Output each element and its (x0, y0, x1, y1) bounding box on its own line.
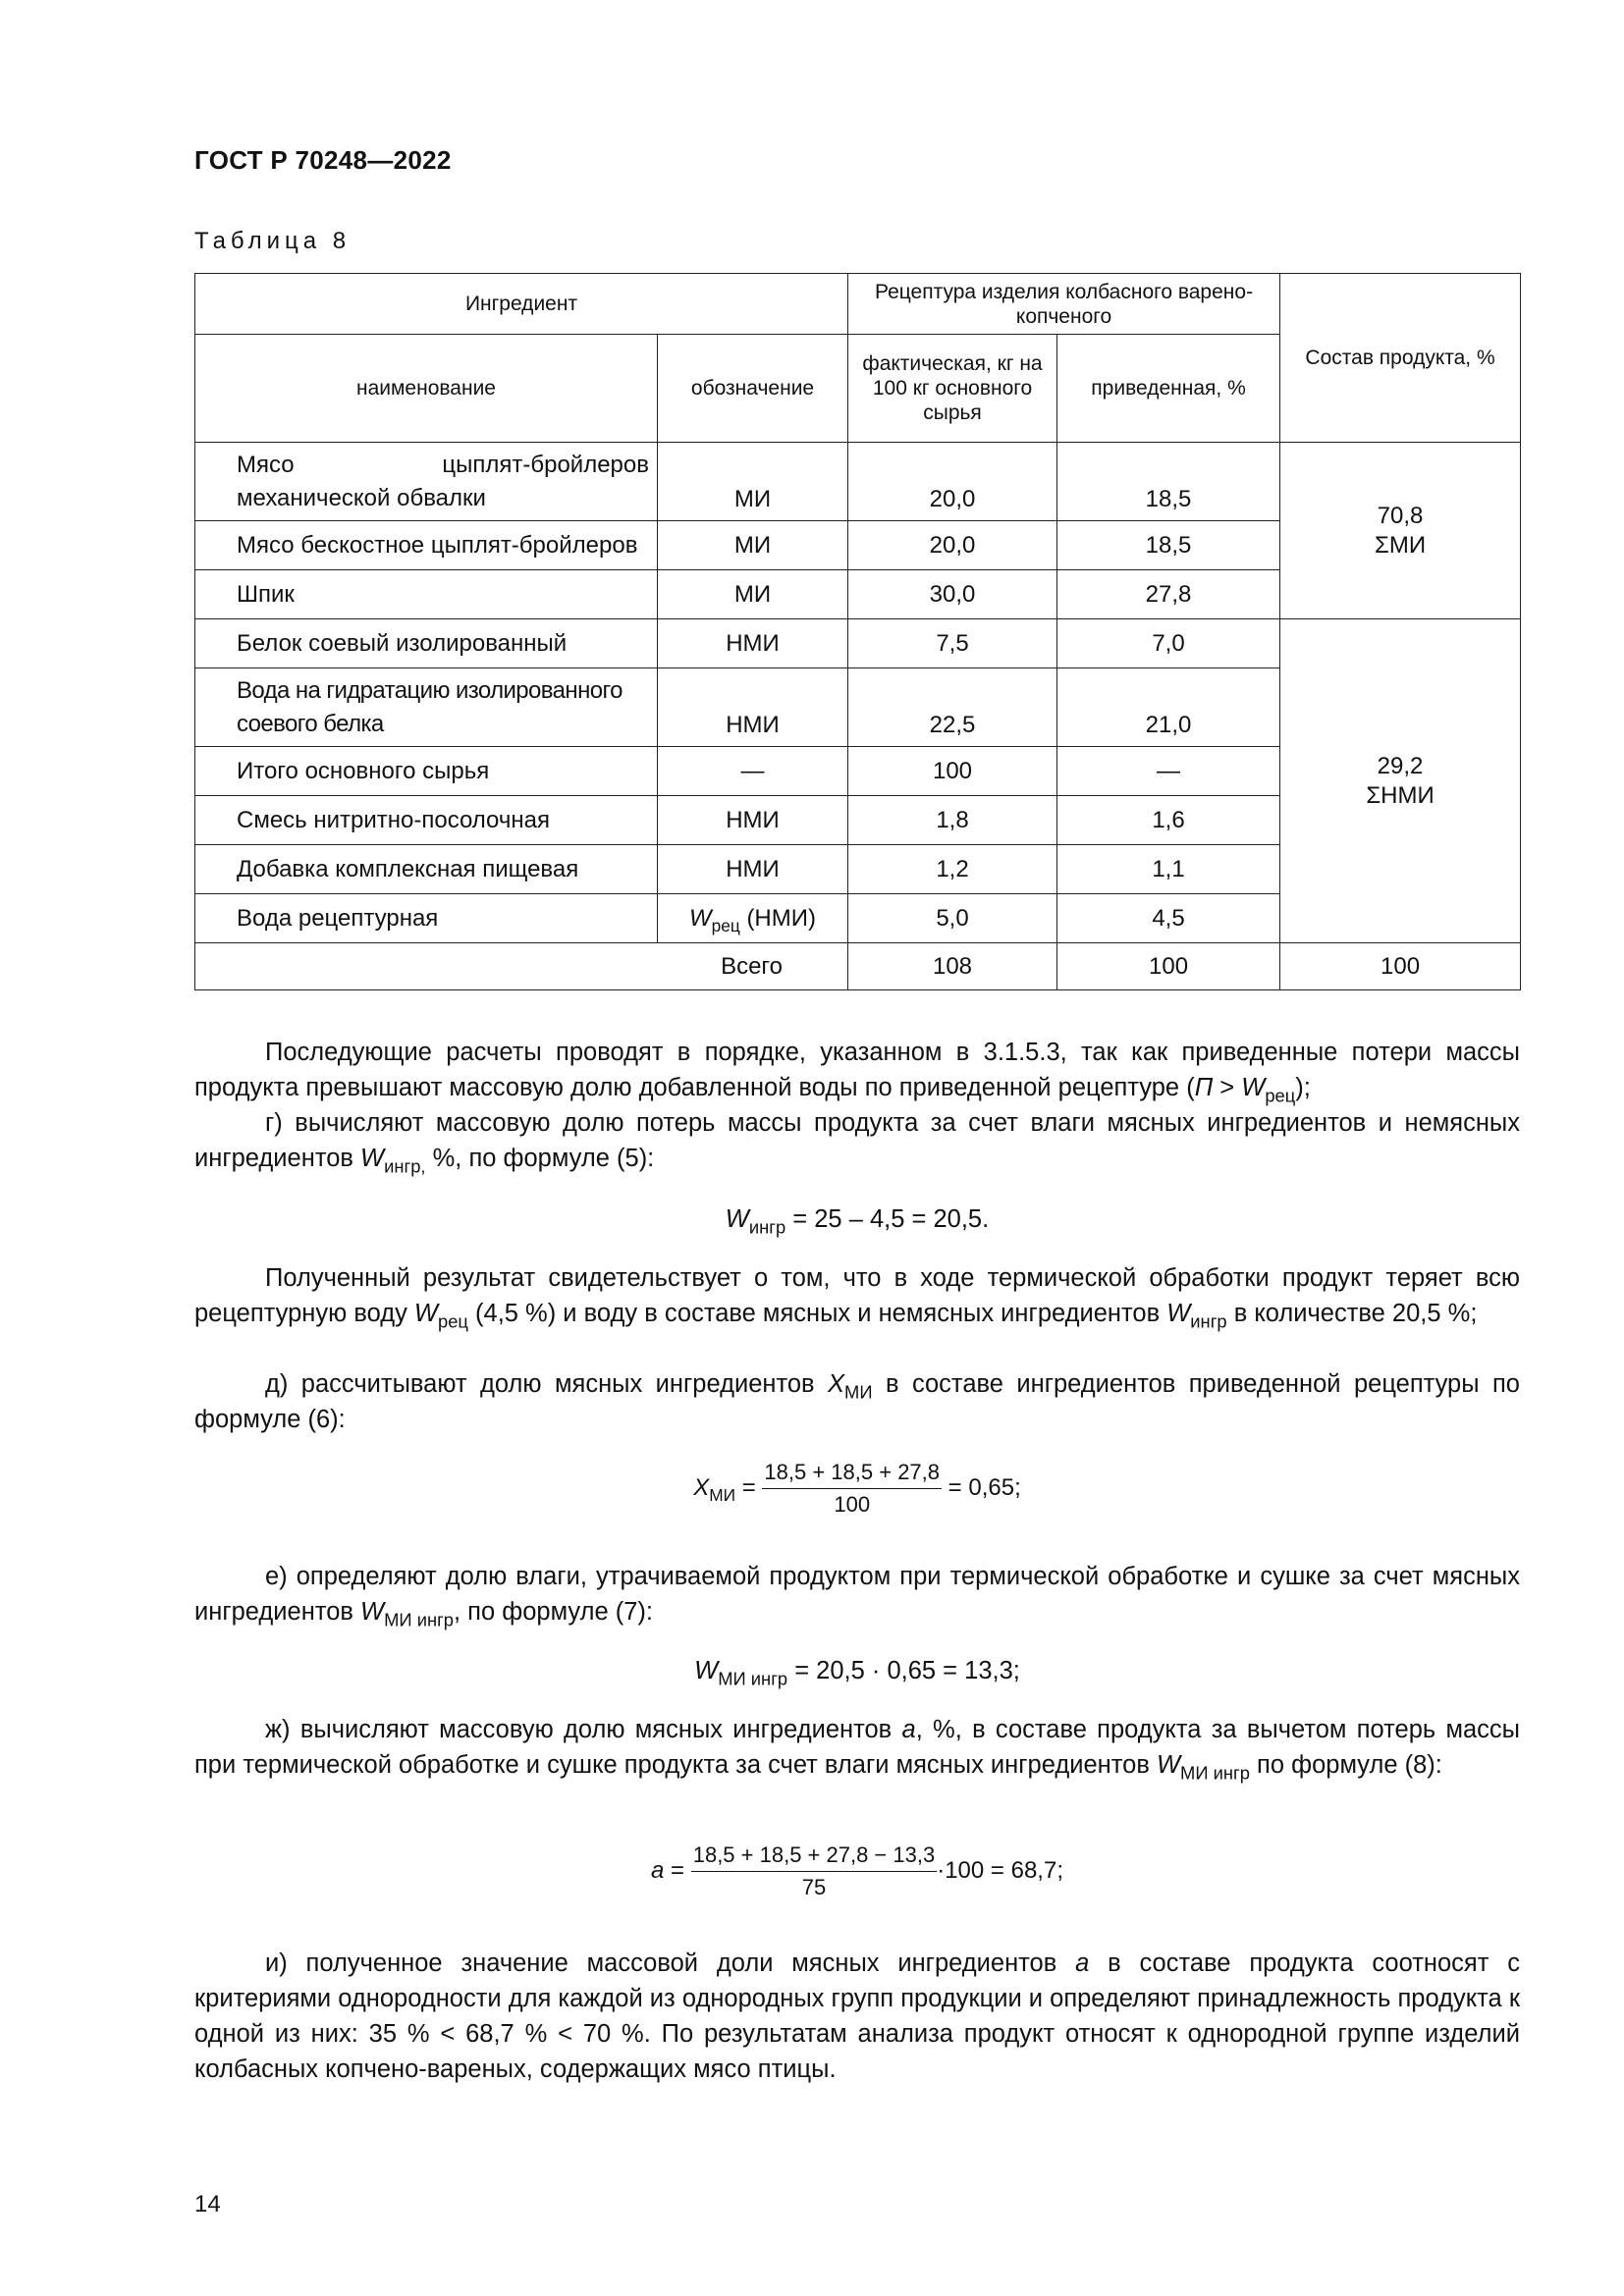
total-label: Всего (195, 943, 848, 990)
row-designation: НМИ (658, 619, 848, 668)
header-name: наименование (195, 335, 658, 443)
table-row (195, 443, 1521, 521)
row-name: Вода рецептурная (195, 894, 658, 943)
row-designation: МИ (658, 521, 848, 570)
formula-7: $W_{МИ ингр} = 20,5 \cdot 0,65 = 13,3$; (694, 1657, 1020, 1689)
row-reduced: 21,0 (1057, 668, 1280, 747)
row-name: Шпик (195, 570, 658, 619)
paragraph-e: е) определяют долю влаги, утрачиваемой продуктом при термической обработке и сушке за счет мясных ингредиентов $W_{МИ ингр}$, по формуле (7): (194, 1563, 1520, 1630)
row-reduced: 27,8 (1057, 570, 1280, 619)
document-title: ГОСТ Р 70248—2022 (194, 145, 452, 175)
paragraph-d: д) рассчитывают долю мясных ингредиентов $X_{МИ}$ в составе ингредиентов приведенной рецептуры по формуле (6): (194, 1370, 1520, 1433)
header-reduced: приведенная, % (1057, 335, 1280, 443)
header-designation: обозначение (658, 335, 848, 443)
paragraph-i: и) полученное значение массовой доли мясных ингредиентов a в составе продукта соотносят с критериями однородности для каждой из однородных групп продукции и определяют принадлежность продукта к одной из них: 35 % < 68,7 % < 70 %. По результатам анализа продукт относят к однородной группе изделий колбасных копчено-вареных, содержащих мясо птицы. (194, 1949, 1520, 2083)
header-actual: фактическая, кг на 100 кг основного сырья (848, 335, 1057, 443)
total-reduced: 100 (1057, 943, 1280, 990)
total-actual: 108 (848, 943, 1057, 990)
row-designation: — (658, 747, 848, 796)
row-actual: 5,0 (848, 894, 1057, 943)
row-reduced: 7,0 (1057, 619, 1280, 668)
group-nmi-label: ΣНМИ (1366, 781, 1435, 809)
fraction: $\frac{18,5 + 18,5 + 27,8 - 13,3}{75}$ (692, 1842, 936, 1899)
row-designation: МИ (658, 443, 848, 521)
row-name: Добавка комплексная пищевая (195, 845, 658, 894)
group-mi-label: ΣМИ (1374, 531, 1427, 559)
group-nmi-value: 29,2 (1377, 752, 1424, 779)
table-row (195, 619, 1521, 668)
row-name: Мясо бескостное цыплят-бройлеров (195, 521, 658, 570)
header-composition: Состав продукта, % (1280, 274, 1521, 443)
group-mi-value: 70,8 (1377, 502, 1424, 529)
row-reduced: 18,5 (1057, 443, 1280, 521)
row-name: Смесь нитритно-посолочная (195, 796, 658, 845)
row-designation: НМИ (658, 845, 848, 894)
row-actual: 1,2 (848, 845, 1057, 894)
row-reduced: — (1057, 747, 1280, 796)
row-name: Вода на гидратацию изолированного соевого белка (195, 668, 658, 747)
row-actual: 100 (848, 747, 1057, 796)
row-actual: 7,5 (848, 619, 1057, 668)
row-reduced: 4,5 (1057, 894, 1280, 943)
table-total-row (195, 943, 1521, 990)
row-name: Итого основного сырья (195, 747, 658, 796)
row-actual: 30,0 (848, 570, 1057, 619)
row-actual: 1,8 (848, 796, 1057, 845)
row-actual: 20,0 (848, 521, 1057, 570)
row-actual: 20,0 (848, 443, 1057, 521)
row-reduced: 18,5 (1057, 521, 1280, 570)
formula-6: $X_{МИ}$ = $\frac{18,5 + 18,5 + 27,8}{100}$ = 0,65; (693, 1460, 1021, 1517)
page-number: 14 (194, 2191, 221, 2217)
table-caption: Таблица 8 (194, 228, 352, 254)
formula-8: a = $\frac{18,5 + 18,5 + 27,8 - 13,3}{75}$ ·100 = 68,7; (651, 1842, 1063, 1899)
row-name: Белок соевый изолированный (195, 619, 658, 668)
row-designation: МИ (658, 570, 848, 619)
row-reduced: 1,6 (1057, 796, 1280, 845)
group-mi-cell (1280, 443, 1521, 619)
table-header-row (195, 274, 1521, 335)
paragraph-intro: Последующие расчеты проводят в порядке, указанном в 3.1.5.3, так как приведенные потери массы продукта превышают массовую долю добавленной воды по приведенной рецептуре $(П > W_{рец})$; (194, 1039, 1520, 1106)
recipe-table (194, 273, 1521, 990)
group-nmi-cell (1280, 619, 1521, 943)
paragraph-result: Полученный результат свидетельствует о том, что в ходе термической обработки продукт теряет всю рецептурную воду $W_{рец}$ (4,5 %) и воду в составе мясных и немясных ингредиентов $W_{ингр}$ в количестве 20,5 %; (194, 1264, 1520, 1332)
header-ingredient: Ингредиент (195, 274, 848, 335)
row-designation: $W_{рец}$ (НМИ) (658, 894, 848, 943)
row-name: Мясо цыплят-бройлеров механической обвалки (195, 443, 658, 521)
row-designation: НМИ (658, 668, 848, 747)
fraction: $\frac{18,5 + 18,5 + 27,8}{100}$ (764, 1460, 941, 1517)
formula-5: $W_{ингр} = 25 - 4,5 = 20,5$. (725, 1205, 990, 1238)
row-actual: 22,5 (848, 668, 1057, 747)
paragraph-zh: ж) вычисляют массовую долю мясных ингредиентов a, %, в составе продукта за вычетом потерь массы при термической обработке и сушке продукта за счет влаги мясных ингредиентов $W_{МИ ингр}$ по формуле (8): (194, 1716, 1520, 1784)
paragraph-g: г) вычисляют массовую долю потерь массы продукта за счет влаги мясных ингредиентов и немясных ингредиентов $W_{ингр,}$ %, по формуле (5): (194, 1109, 1520, 1177)
total-composition: 100 (1280, 943, 1521, 990)
header-recipe: Рецептура изделия колбасного варено-копченого (848, 274, 1280, 335)
row-reduced: 1,1 (1057, 845, 1280, 894)
row-designation: НМИ (658, 796, 848, 845)
